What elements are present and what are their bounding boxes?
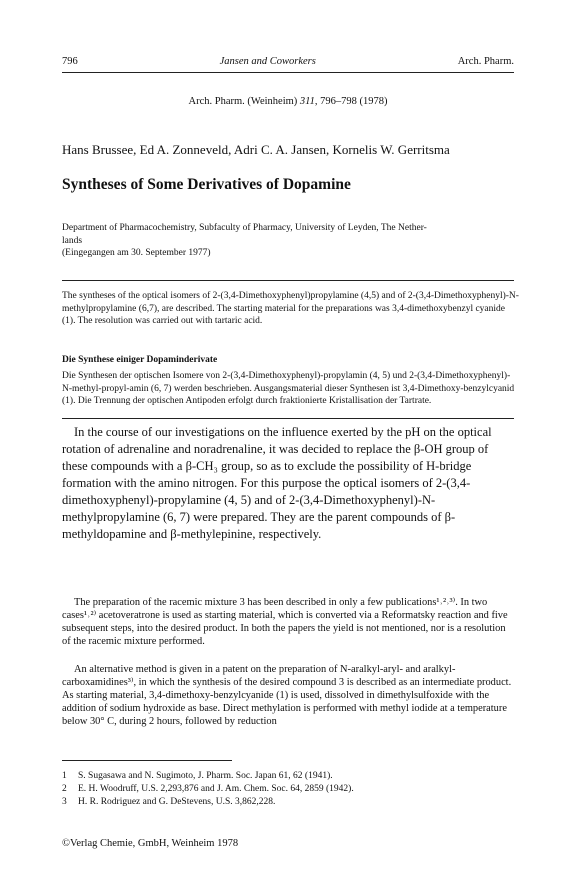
footnote-text: H. R. Rodriguez and G. DeStevens, U.S. 3,862,228. (78, 797, 276, 807)
footnote-number: 3 (62, 797, 67, 807)
footnotes (62, 770, 516, 809)
running-head-authors: Jansen and Coworkers (219, 56, 316, 67)
footnote-number: 2 (62, 784, 67, 794)
affiliation (62, 222, 522, 260)
english-abstract: The syntheses of the optical isomers of 2-(3,4-Dimethoxyphenyl)propylamine (4,5) and of 2-(3,4-Dimethoxyphenyl)-N-methylpropylamine (6,7), are described. The starting material for the preparations was 3,4-dimethoxybenzyl cyanide (1). The resolution was carried out with tartaric acid. (62, 291, 519, 326)
running-head (62, 56, 514, 67)
citation-suffix: , 796–798 (1978) (314, 96, 388, 107)
body-paragraph-1: The preparation of the racemic mixture 3 has been described in only a few publications¹˒²˒³⁾. In two cases¹˒²⁾ acetoveratrone is used as starting material, which is converted via a Reformatsky reaction and five subsequent steps, into the desired product. In both the papers the yield is not mentioned, nor is a resolution of the racemic mixture performed. (62, 597, 508, 648)
citation-volume: 311 (299, 96, 315, 107)
abstract-bottom-rule (62, 418, 514, 419)
affiliation-line-2: lands (62, 235, 83, 246)
citation (0, 96, 576, 107)
intro-paragraph: In the course of our investigations on the influence exerted by the pH on the optical rotation of adrenaline and noradrenaline, it was decided to replace the β-OH group of these compounds with a β-CH₃ group, so as to exclude the possibility of H-bridge formation with the amino nitrogen. For this purpose the optical isomers of 2-(3,4-dimethoxyphenyl)-propylamine (4, 5) and of 2-(3,4-Dimethoxyphenyl)-N-methylpropylamine (6, 7) were prepared. They are the parent compounds of β-methyldopamine and β-methylepinine, respectively. (62, 425, 492, 541)
german-heading: Die Synthese einiger Dopaminderivate (62, 355, 218, 365)
copyright-line: ©Verlag Chemie, GmbH, Weinheim 1978 (62, 838, 239, 849)
footnote-rule (62, 760, 232, 761)
footnote (62, 796, 516, 809)
affiliation-line-1: Department of Pharmacochemistry, Subfaculty of Pharmacy, University of Leyden, The Nether- (62, 223, 427, 233)
footnote-text: E. H. Woodruff, U.S. 2,293,876 and J. Am. Chem. Soc. 64, 2859 (1942). (78, 784, 354, 794)
running-head-journal: Arch. Pharm. (457, 56, 514, 67)
citation-prefix: Arch. Pharm. (Weinheim) (188, 96, 300, 107)
body-paragraph-2: An alternative method is given in a patent on the preparation of N-aralkyl-aryl- and aralkyl-carboxamidines³⁾, in which the synthesis of the desired compound 3 is described as an intermediate product. As starting material, 3,4-dimethoxy-benzylcyanide (1) is used, dissolved in dimethylsulfoxide with the addition of sodium hydroxide as base. Direct methylation is performed with methyl iodide at a temperature below 30° C, during 2 hours, followed by reduction (62, 664, 512, 728)
footnote (62, 770, 516, 783)
footnote-text: S. Sugasawa and N. Sugimoto, J. Pharm. Soc. Japan 61, 62 (1941). (78, 771, 333, 781)
abstract-top-rule (62, 280, 514, 281)
page-number: 796 (62, 56, 78, 67)
german-abstract: Die Synthesen der optischen Isomere von 2-(3,4-Dimethoxyphenyl)-propylamin (4, 5) und 2-(3,4-Dimethoxyphenyl)-N-methyl-propyl-amin (6, 7) werden beschrieben. Ausgangsmaterial dieser Synthesen ist 3,4-Dimethoxy-benzylcyanid (1). Die Trennung der optischen Antipoden erfolgt durch fraktionierte Kristallisation der Tartrate. (62, 371, 515, 406)
footnote (62, 783, 516, 796)
header-rule (62, 72, 514, 73)
article-title: Syntheses of Some Derivatives of Dopamine (62, 176, 351, 193)
author-list: Hans Brussee, Ed A. Zonneveld, Adri C. A. Jansen, Kornelis W. Gerritsma (62, 142, 450, 157)
received-date: (Eingegangen am 30. September 1977) (62, 248, 211, 258)
footnote-number: 1 (62, 771, 67, 781)
